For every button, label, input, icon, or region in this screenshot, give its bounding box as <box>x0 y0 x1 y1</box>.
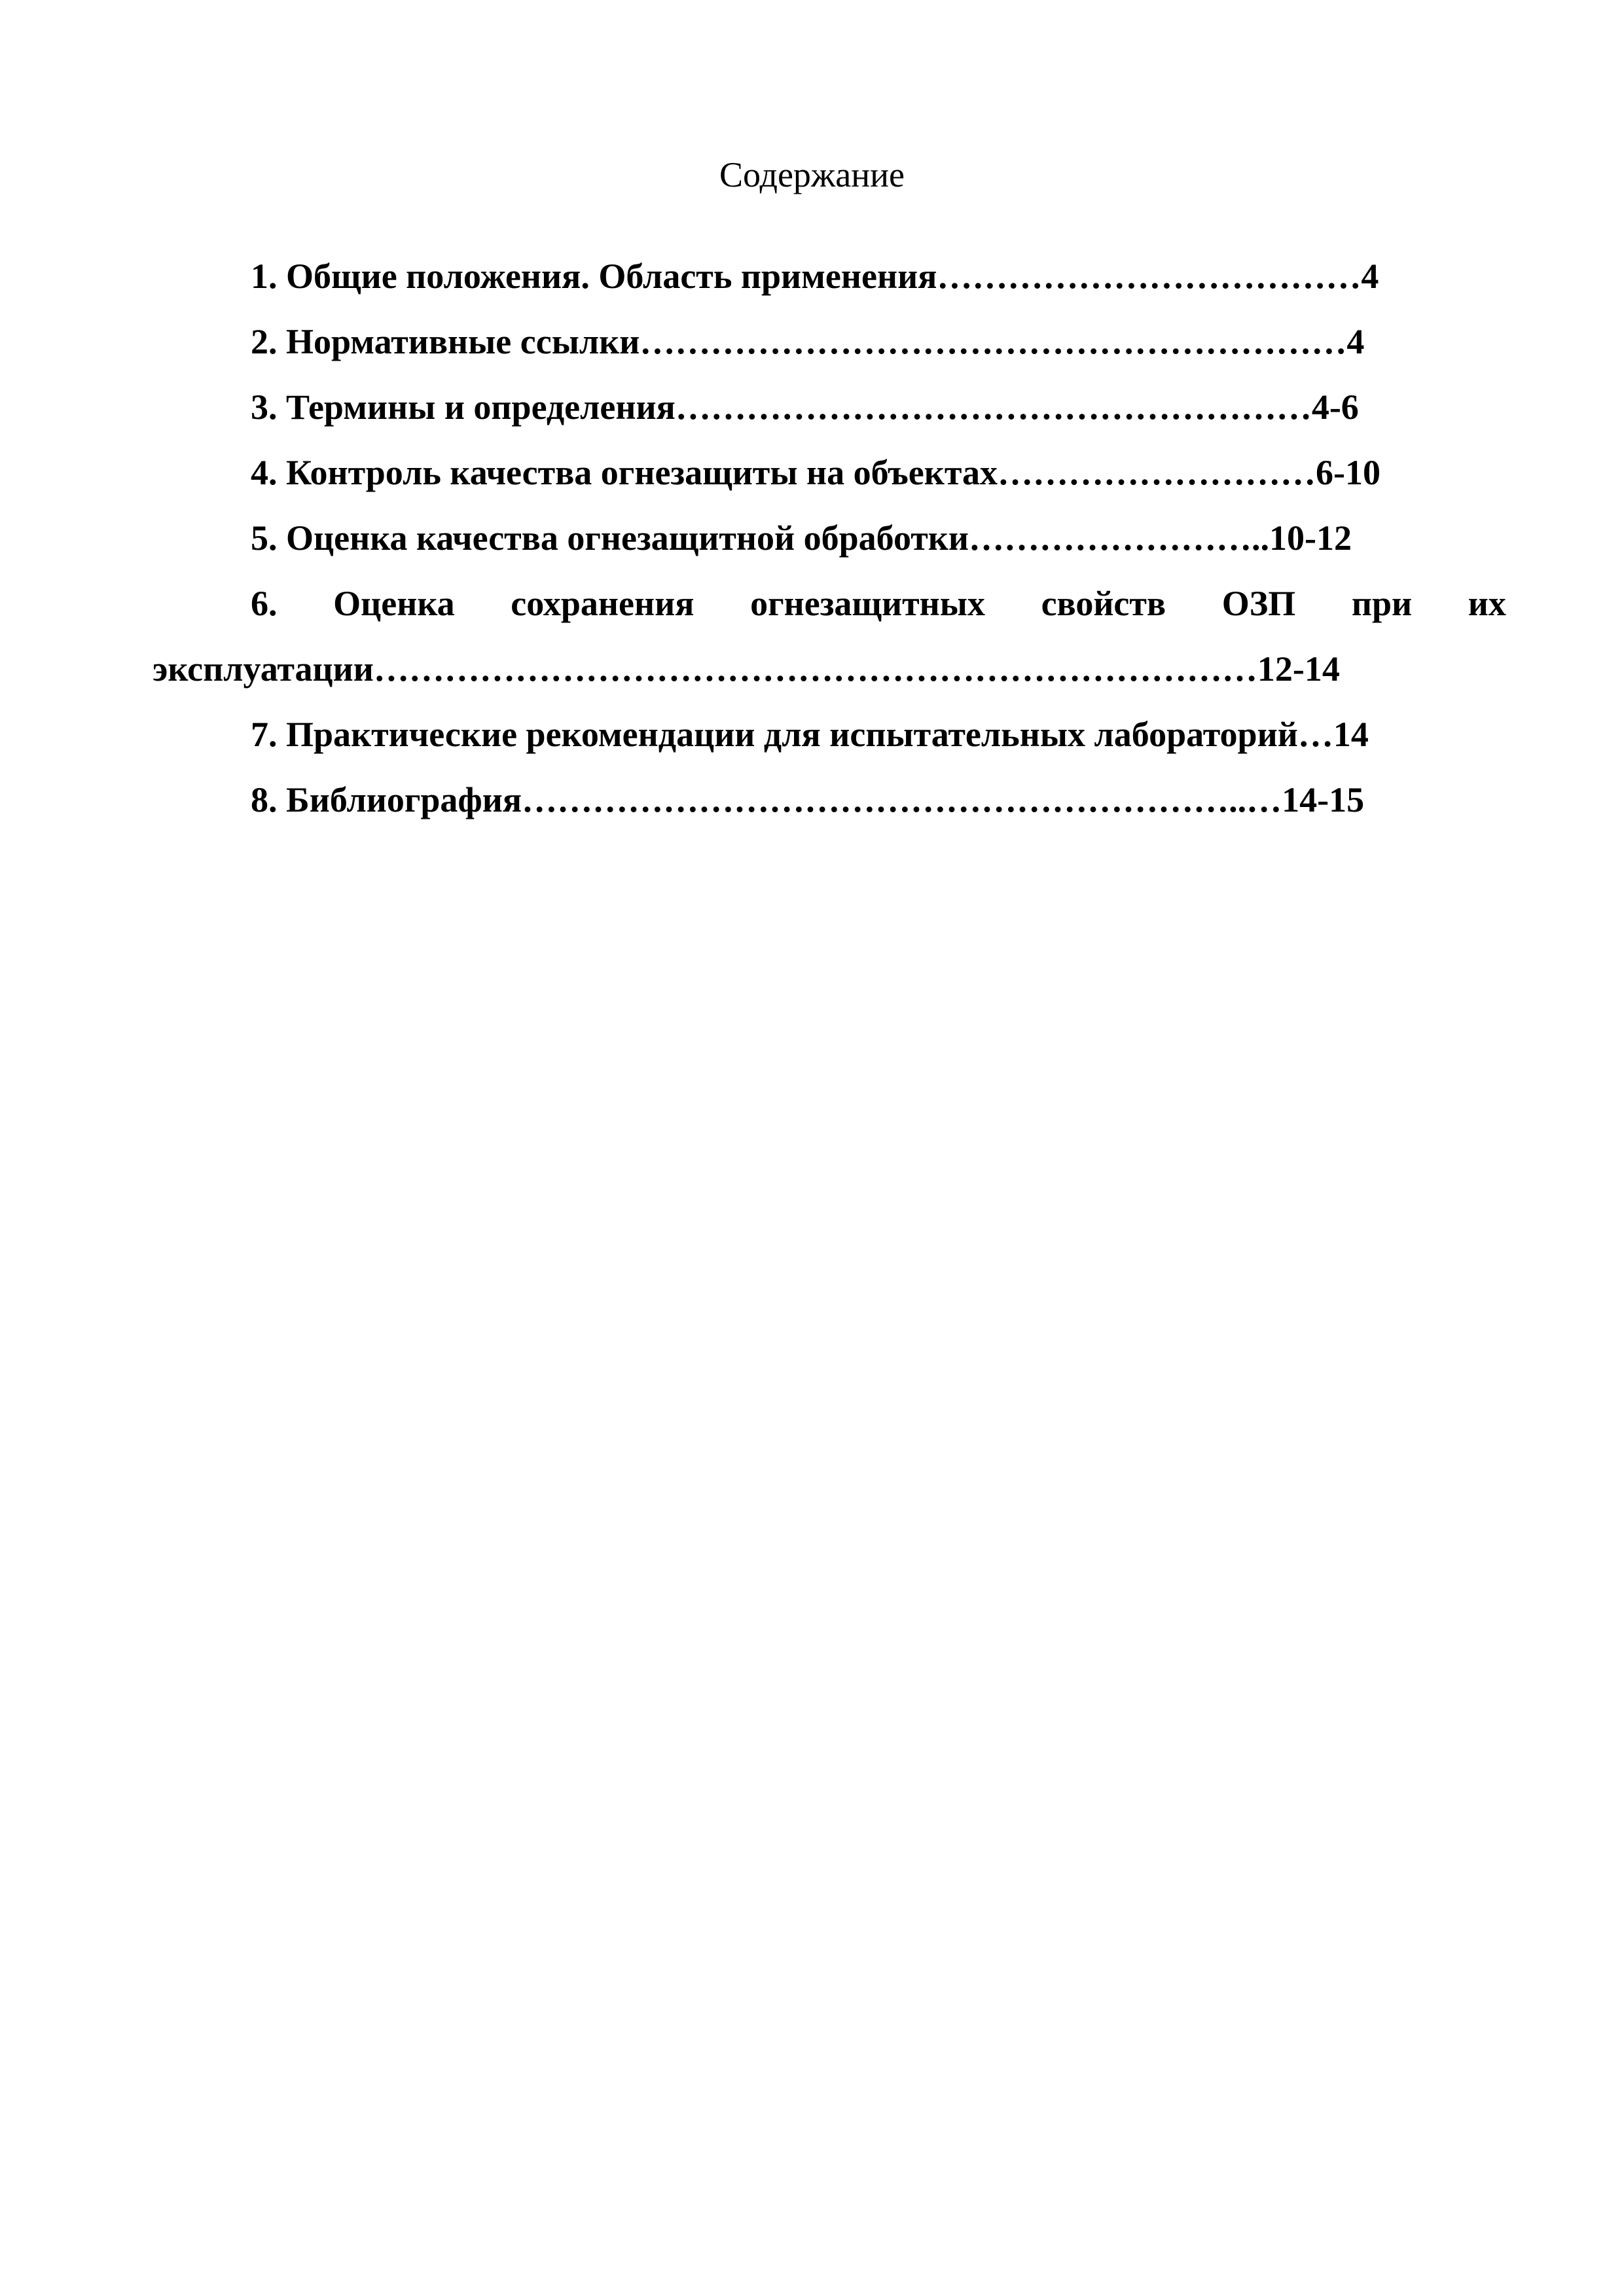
toc-entry-8 <box>153 767 1506 833</box>
toc-leader: …………………………………………………… <box>640 322 1347 361</box>
toc-page-number: 14-15 <box>1282 780 1365 819</box>
toc-leader: ……………………………………………………..… <box>522 780 1282 819</box>
toc-leader: ………………………………………………………………… <box>373 649 1257 689</box>
toc-entry-text: эксплуатации <box>153 649 374 689</box>
toc-entry-6 <box>153 571 1506 702</box>
toc-page-number: 4 <box>1346 322 1365 361</box>
toc-word: огнезащитных <box>750 584 985 623</box>
toc-entry-text: 8. Библиография <box>251 780 522 819</box>
toc-page-number: 4 <box>1361 257 1379 296</box>
toc-title: Содержание <box>719 155 905 194</box>
toc-entry-text: 5. Оценка качества огнезащитной обработки <box>251 518 969 558</box>
toc-word: их <box>1468 584 1506 623</box>
toc-entry-line-justified <box>153 571 1506 636</box>
toc-entry-line-continued <box>153 636 1506 702</box>
toc-word: свойств <box>1041 584 1166 623</box>
toc-word: при <box>1351 584 1413 623</box>
toc-page-number: 12-14 <box>1257 649 1340 689</box>
toc-leader: ……………………… <box>998 453 1316 492</box>
toc-word: ОЗП <box>1221 584 1296 623</box>
toc-entry-text: 1. Общие положения. Область применения <box>251 257 937 296</box>
toc-page-number: 4-6 <box>1311 387 1359 427</box>
toc-entry-4 <box>153 440 1506 505</box>
toc-page-number: 6-10 <box>1316 453 1380 492</box>
table-of-contents <box>153 243 1506 833</box>
toc-entry-1 <box>153 243 1506 309</box>
toc-word: Оценка <box>333 584 455 623</box>
toc-entry-3 <box>153 374 1506 440</box>
toc-word: 6. <box>251 584 278 623</box>
toc-entry-text: 2. Нормативные ссылки <box>251 322 640 361</box>
toc-leader: … <box>1297 715 1333 754</box>
toc-entry-5 <box>153 505 1506 571</box>
toc-leader: ……………………………… <box>937 257 1362 296</box>
toc-word: сохранения <box>511 584 695 623</box>
toc-leader: ……………………………………………… <box>675 387 1312 427</box>
toc-entry-2 <box>153 309 1506 374</box>
toc-entry-text: 3. Термины и определения <box>251 387 676 427</box>
toc-leader: …………………….. <box>968 518 1269 558</box>
toc-page-number: 10-12 <box>1269 518 1352 558</box>
toc-entry-text: 7. Практические рекомендации для испытательных лабораторий <box>251 715 1298 754</box>
toc-entry-text: 4. Контроль качества огнезащиты на объектах <box>251 453 998 492</box>
toc-page-number: 14 <box>1333 715 1369 754</box>
toc-entry-7 <box>153 702 1506 767</box>
